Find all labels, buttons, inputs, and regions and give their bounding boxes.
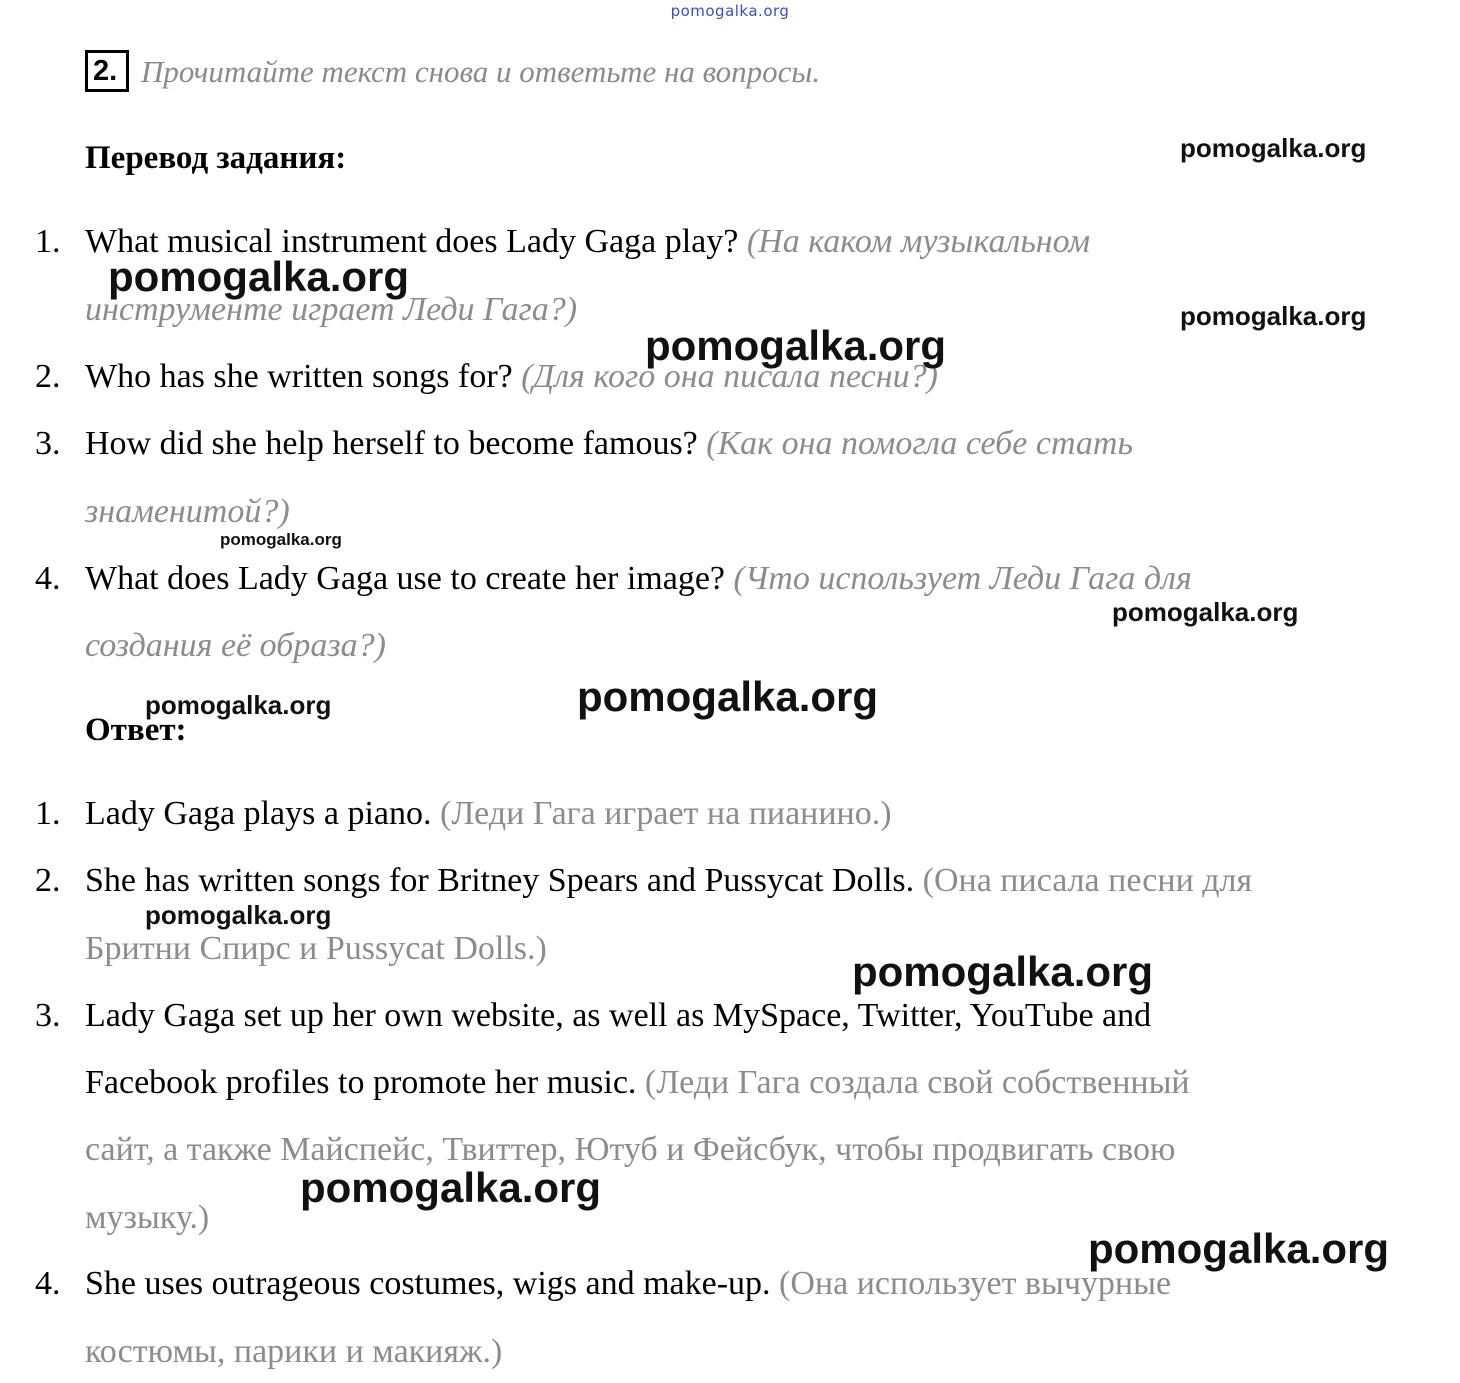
answer-2-en: She has written songs for Britney Spears and Pussycat Dolls. [85, 862, 915, 899]
answer-1-number: 1. [35, 795, 61, 832]
watermark: pomogalka.org [220, 530, 342, 549]
answer-1-ru: (Леди Гага играет на пианино.) [440, 795, 892, 832]
watermark: pomogalka.org [1112, 597, 1299, 627]
question-2-ru: (Для кого она писала песни?) [521, 358, 938, 395]
answer-3-ru: (Леди Гага создала свой собственный [644, 1064, 1190, 1101]
watermark: pomogalka.org [300, 1164, 602, 1211]
question-3-ru: (Как она помогла себе стать [706, 425, 1133, 462]
question-4-ru: (Что использует Леди Гага для [733, 560, 1192, 597]
answer-4-ru-cont: костюмы, парики и макияж.) [85, 1333, 503, 1370]
answer-4-en: She uses outrageous costumes, wigs and make-up. [85, 1265, 771, 1302]
watermark: pomogalka.org [145, 690, 332, 720]
answer-3 [85, 1063, 1190, 1103]
answer-1-en: Lady Gaga plays a piano. [85, 795, 432, 832]
answer-3-en-a: Lady Gaga set up her own website, as well as MySpace, Twitter, YouTube and [85, 997, 1152, 1034]
translation-heading: Перевод задания: [85, 140, 347, 176]
question-3-en: How did she help herself to become famous? [85, 425, 698, 462]
question-2-en: Who has she written songs for? [85, 358, 513, 395]
question-3-ru-cont: знаменитой?) [85, 493, 290, 530]
watermark: pomogalka.org [1088, 1225, 1390, 1272]
question-4 [85, 559, 1192, 599]
answer-3-number: 3. [35, 997, 61, 1034]
question-1-number: 1. [35, 223, 61, 260]
question-4-ru-cont: создания её образа?) [85, 627, 386, 664]
question-1-ru-cont: инструменте играет Леди Гага?) [85, 291, 578, 328]
answer-2 [85, 861, 1252, 901]
top-watermark: pomogalka.org [670, 2, 790, 20]
task-instruction: Прочитайте текст снова и ответьте на вопросы. [141, 54, 821, 89]
watermark: pomogalka.org [852, 948, 1154, 995]
answer-3-ru-cont: сайт, а также Майспейс, Твиттер, Ютуб и Фейсбук, чтобы продвигать свою [85, 1131, 1176, 1168]
task-number-box: 2. [85, 50, 129, 92]
watermark: pomogalka.org [145, 900, 332, 930]
question-4-number: 4. [35, 560, 61, 597]
watermark: pomogalka.org [1180, 301, 1367, 331]
watermark: pomogalka.org [108, 253, 410, 300]
answer-2-number: 2. [35, 862, 61, 899]
answer-4-number: 4. [35, 1265, 61, 1302]
watermark: pomogalka.org [577, 673, 879, 720]
question-2-number: 2. [35, 358, 61, 395]
question-3 [85, 424, 1133, 464]
answer-4 [85, 1264, 1171, 1304]
answer-2-ru: (Она писала песни для [922, 862, 1253, 899]
answer-1 [85, 794, 892, 834]
question-1-en: What musical instrument does Lady Gaga play? [85, 223, 739, 260]
watermark: pomogalka.org [645, 322, 947, 369]
answer-3-en-b: Facebook profiles to promote her music. [85, 1064, 637, 1101]
answer-2-ru-cont: Бритни Спирс и Pussycat Dolls.) [85, 930, 547, 967]
question-4-en: What does Lady Gaga use to create her image? [85, 560, 726, 597]
answer-heading: Ответ: [85, 712, 187, 748]
question-3-number: 3. [35, 425, 61, 462]
question-1-ru: (На каком музыкальном [746, 223, 1091, 260]
answer-4-ru: (Она использует вычурные [779, 1265, 1172, 1302]
watermark: pomogalka.org [1180, 133, 1367, 163]
answer-3-ru-end: музыку.) [85, 1199, 210, 1236]
